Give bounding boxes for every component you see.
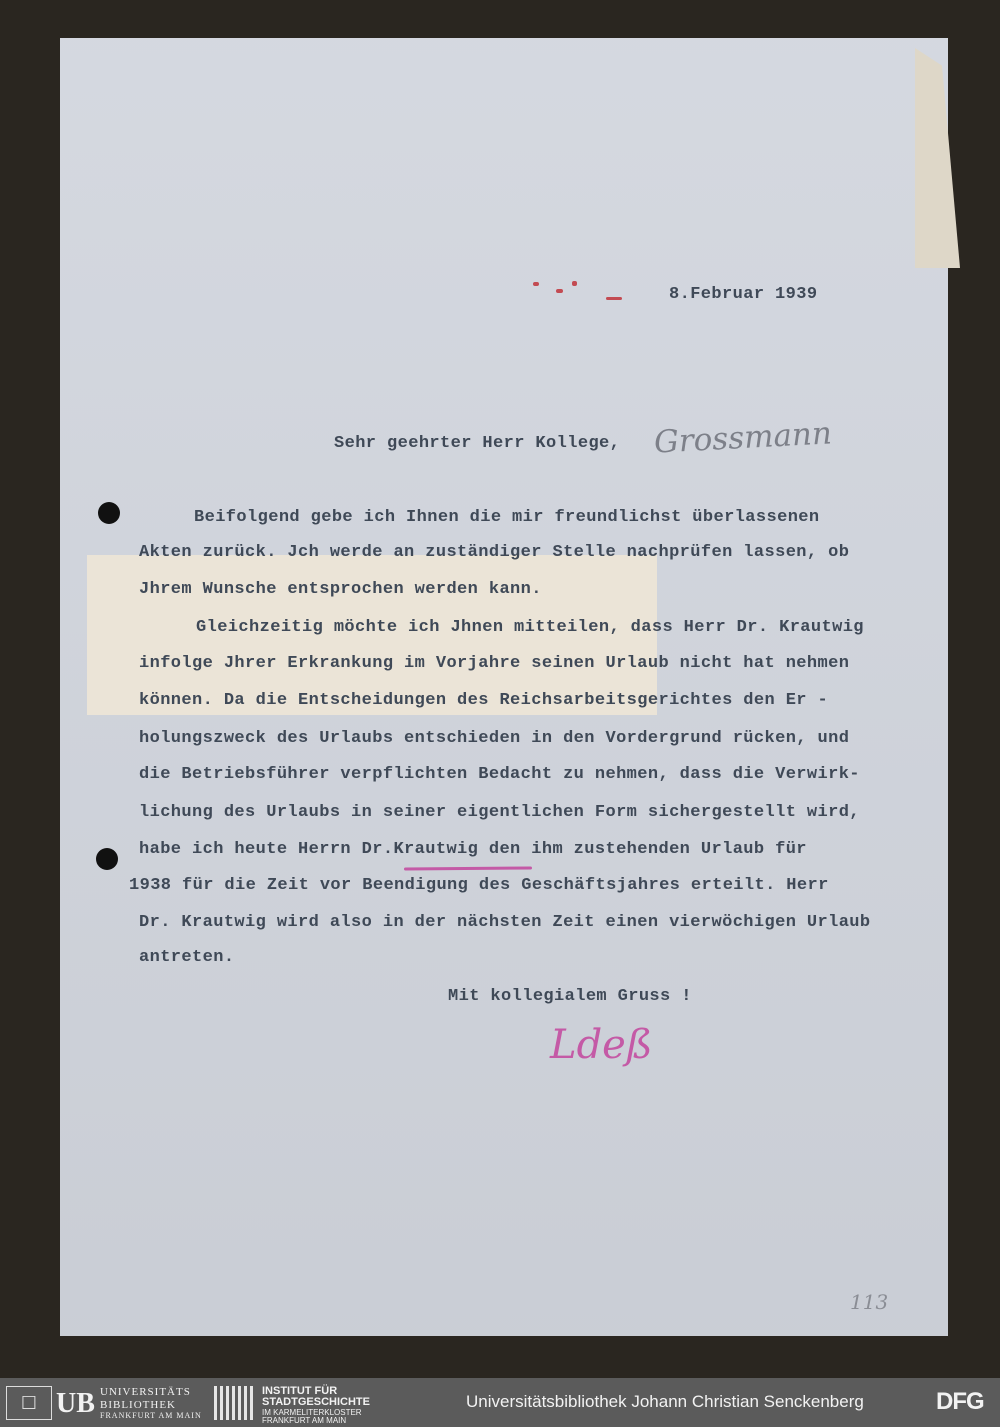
punch-hole-bottom — [96, 848, 118, 870]
body-line: habe ich heute Herrn Dr.Krautwig den ihm zustehenden Urlaub für — [139, 840, 807, 859]
university-seal-icon: ☐ — [6, 1386, 52, 1420]
isg-logo-line1: INSTITUT FÜR — [262, 1385, 338, 1397]
page-number: 113 — [850, 1290, 889, 1314]
dfg-logo: DFG — [936, 1388, 984, 1415]
punch-hole-top — [98, 502, 120, 524]
handwritten-name: Grossmann — [653, 415, 833, 461]
body-line: lichung des Urlaubs in seiner eigentlichen Form sichergestellt wird, — [139, 803, 860, 822]
body-line: Gleichzeitig möchte ich Jhnen mitteilen, dass Herr Dr. Krautwig — [196, 618, 864, 637]
ub-logo-line1: UNIVERSITÄTS — [100, 1386, 191, 1398]
body-line: 1938 für die Zeit vor Beendigung des Geschäftsjahres erteilt. Herr — [129, 876, 829, 895]
letter-closing: Mit kollegialem Gruss ! — [448, 987, 692, 1006]
signature: Ldeß — [550, 1022, 653, 1068]
isg-logo-line4: FRANKFURT AM MAIN — [262, 1416, 347, 1425]
isg-logo-line2: STADTGESCHICHTE — [262, 1396, 370, 1408]
ub-logo-line3: FRANKFURT AM MAIN — [100, 1411, 202, 1420]
red-ink-mark — [572, 281, 577, 286]
body-line: Jhrem Wunsche entsprochen werden kann. — [139, 580, 542, 599]
red-ink-mark — [533, 282, 539, 286]
body-line: antreten. — [139, 948, 235, 967]
footer-bar — [0, 1378, 1000, 1427]
body-line: Dr. Krautwig wird also in der nächsten Zeit einen vierwöchigen Urlaub — [139, 913, 871, 932]
body-line: die Betriebsführer verpflichten Bedacht zu nehmen, dass die Verwirk- — [139, 765, 860, 784]
ub-logo-mark: UB — [56, 1388, 95, 1419]
paper-torn-edge — [915, 48, 960, 268]
isg-logo — [214, 1384, 444, 1425]
ub-logo-line2: BIBLIOTHEK — [100, 1399, 176, 1411]
red-ink-mark — [556, 289, 563, 293]
letter-salutation: Sehr geehrter Herr Kollege, — [334, 434, 621, 453]
body-line: holungszweck des Urlaubs entschieden in den Vordergrund rücken, und — [139, 729, 850, 748]
ub-logo — [6, 1384, 206, 1422]
library-name: Universitätsbibliothek Johann Christian Senckenberg — [466, 1392, 864, 1411]
red-ink-mark — [606, 297, 622, 300]
body-line: Akten zurück. Jch werde an zuständiger Stelle nachprüfen lassen, ob — [139, 543, 850, 562]
body-line: können. Da die Entscheidungen des Reichsarbeitsgerichtes den Er - — [139, 691, 829, 710]
body-line: infolge Jhrer Erkrankung im Vorjahre seinen Urlaub nicht hat nehmen — [139, 654, 850, 673]
letter-date: 8.Februar 1939 — [669, 285, 818, 304]
isg-logo-line3: IM KARMELITERKLOSTER — [262, 1408, 362, 1417]
isg-columns-icon — [214, 1386, 254, 1420]
body-line: Beifolgend gebe ich Ihnen die mir freundlichst überlassenen — [194, 508, 820, 527]
